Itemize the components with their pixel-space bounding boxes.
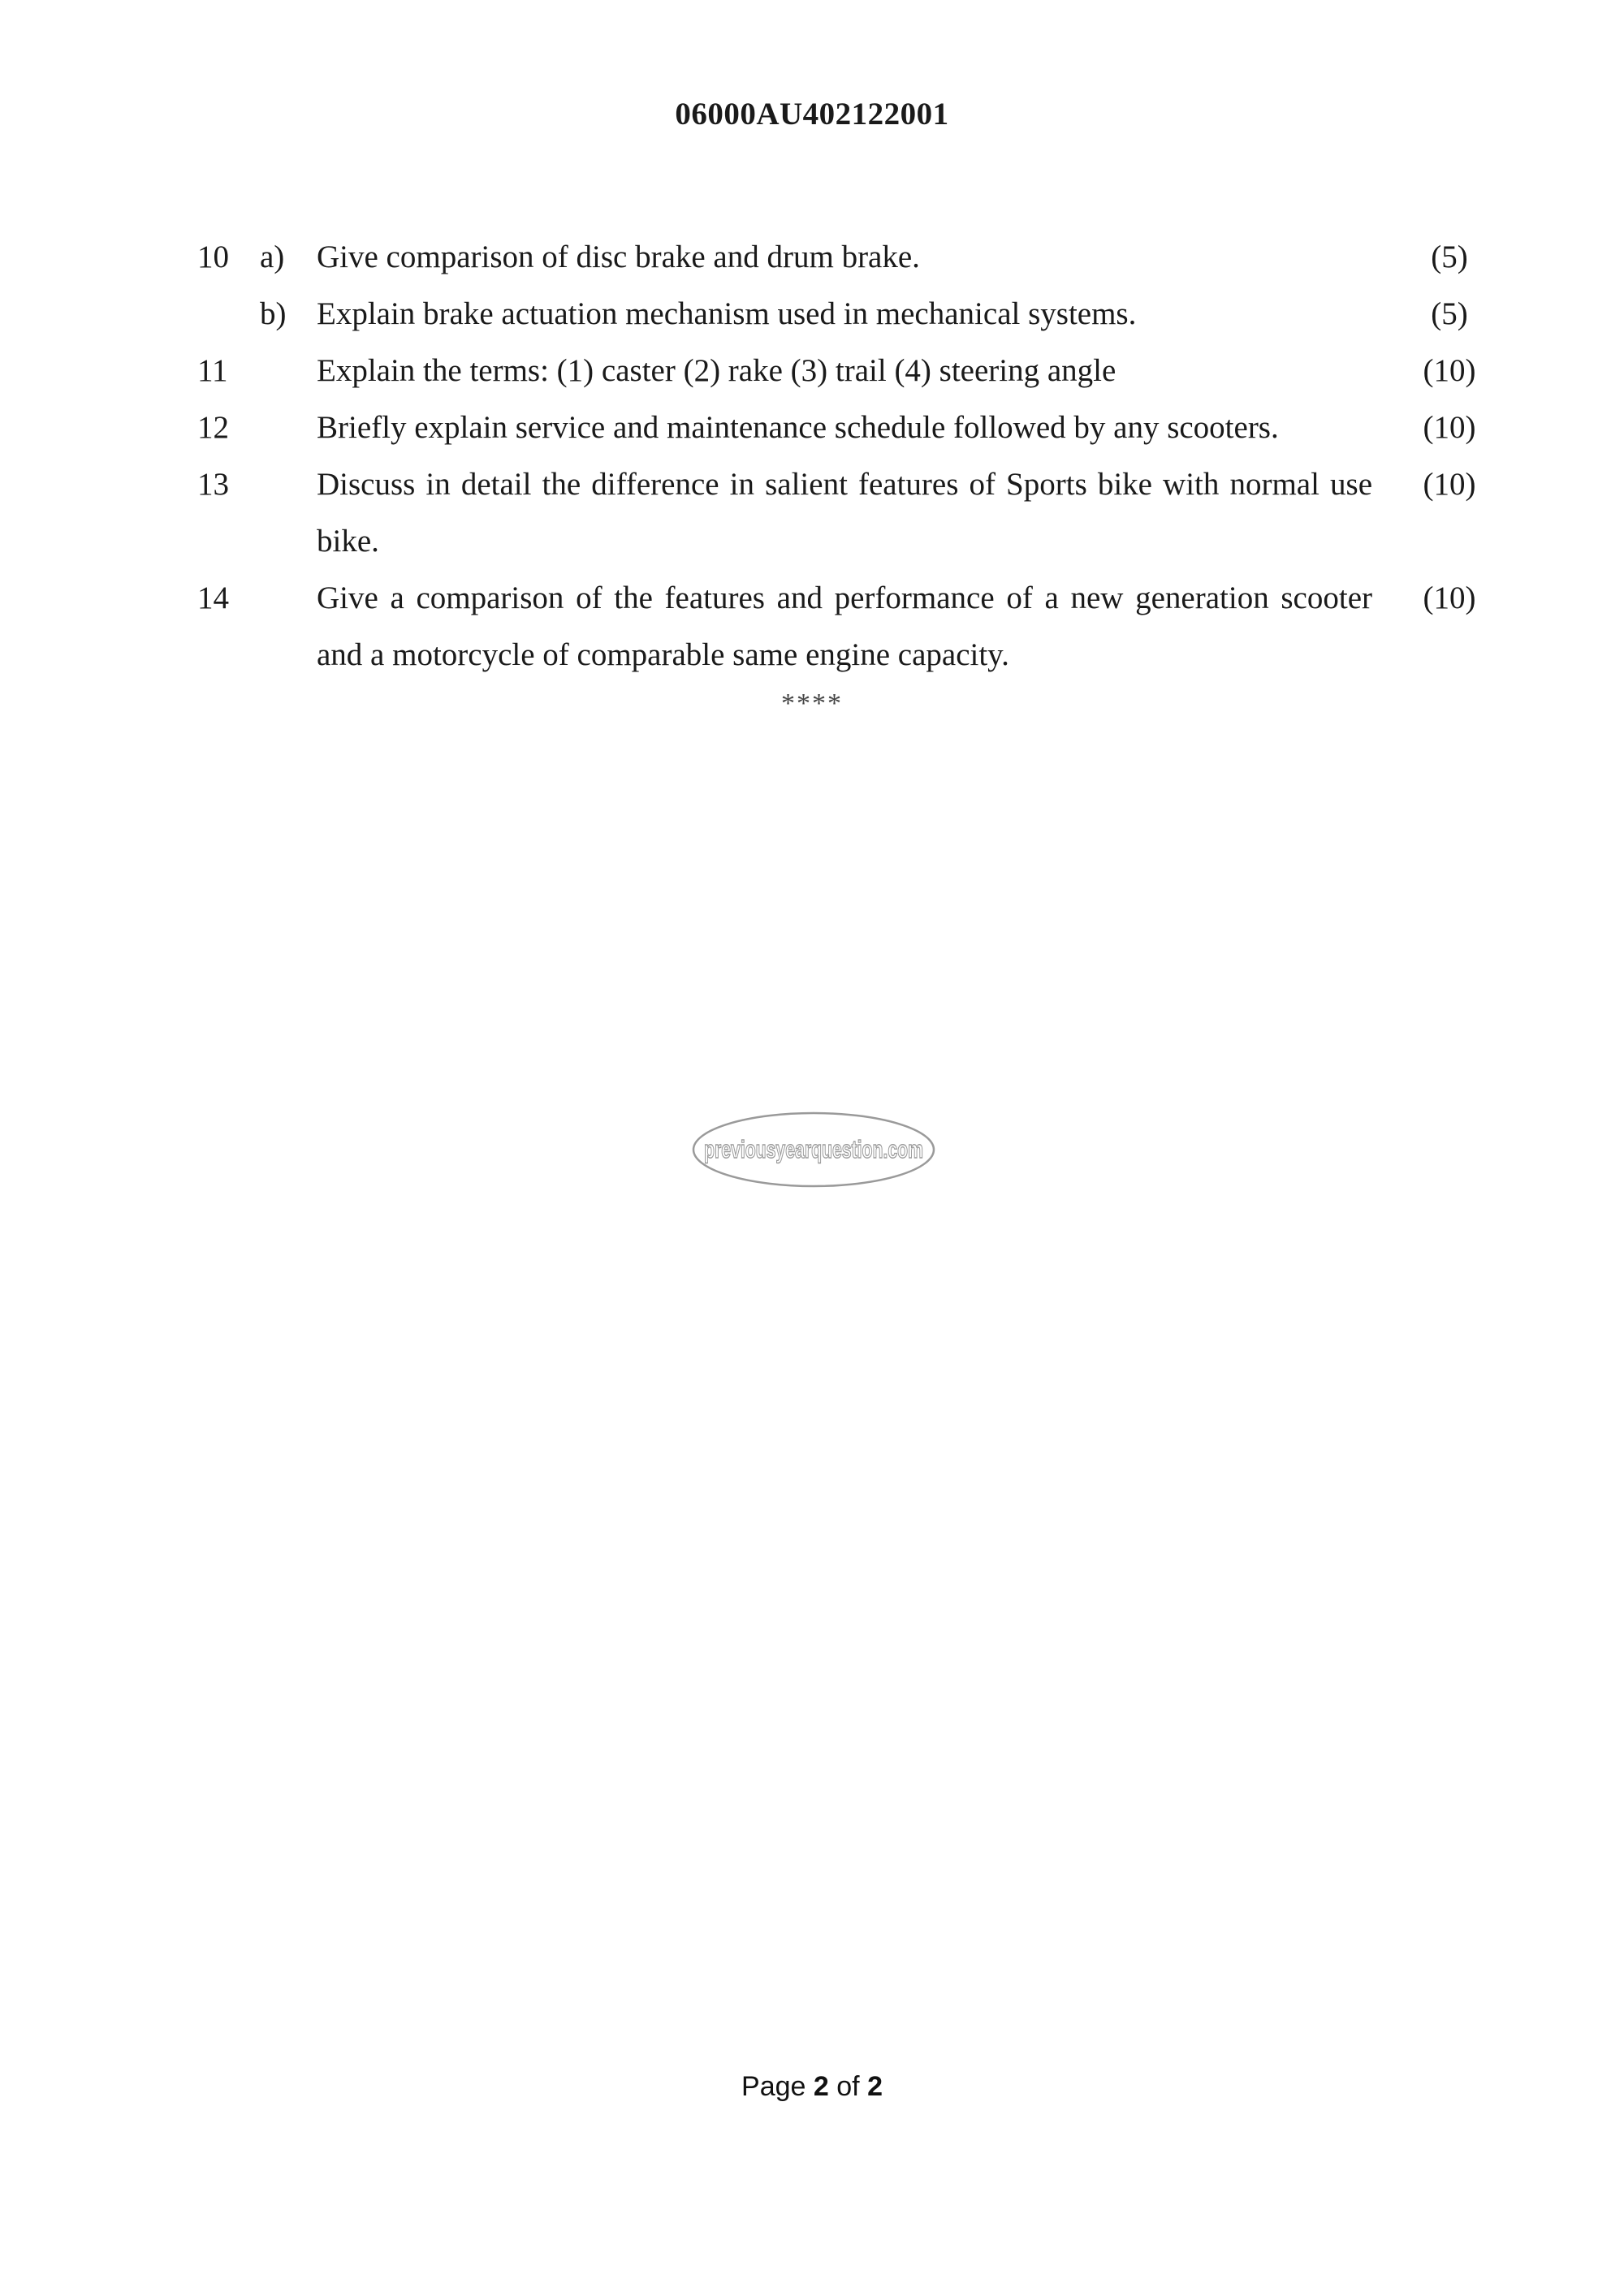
total-page-number: 2 bbox=[867, 2071, 883, 2102]
current-page-number: 2 bbox=[813, 2071, 829, 2102]
watermark-text: previousyearquestion.com bbox=[704, 1135, 923, 1163]
question-number: 12 bbox=[197, 410, 229, 445]
question-text: Give comparison of disc brake and drum brake. bbox=[317, 240, 920, 274]
end-of-paper-mark: **** bbox=[781, 688, 843, 719]
question-text: Briefly explain service and maintenance schedule followed by any scooters. bbox=[317, 410, 1279, 445]
question-number: 13 bbox=[197, 467, 229, 502]
question-row bbox=[0, 229, 1624, 286]
question-text: Explain brake actuation mechanism used in mechanical systems. bbox=[317, 296, 1137, 331]
question-marks: (5) bbox=[1431, 240, 1468, 274]
question-text: Give a comparison of the features and performance of a new generation scooter and a motorcycle of comparable same engine capacity. bbox=[317, 580, 1372, 672]
question-sub-label: b) bbox=[260, 296, 287, 331]
question-row bbox=[0, 456, 1624, 570]
question-list bbox=[0, 229, 1624, 684]
question-text: Explain the terms: (1) caster (2) rake (3) trail (4) steering angle bbox=[317, 353, 1116, 388]
paper-code: 06000AU402122001 bbox=[675, 97, 949, 132]
page-number-footer bbox=[0, 2071, 1624, 2103]
question-row bbox=[0, 343, 1624, 399]
of-word: of bbox=[836, 2071, 860, 2102]
question-text: Discuss in detail the difference in salient features of Sports bike with normal use bike. bbox=[317, 467, 1372, 559]
question-number: 11 bbox=[197, 353, 228, 388]
question-row bbox=[0, 286, 1624, 343]
watermark-logo bbox=[692, 1109, 935, 1190]
question-row bbox=[0, 399, 1624, 456]
question-number: 14 bbox=[197, 580, 229, 615]
page-word: Page bbox=[741, 2071, 806, 2102]
question-marks: (10) bbox=[1423, 353, 1476, 388]
question-marks: (10) bbox=[1423, 467, 1476, 502]
question-sub-label: a) bbox=[260, 240, 285, 274]
question-number: 10 bbox=[197, 240, 229, 274]
question-marks: (10) bbox=[1423, 580, 1476, 615]
question-marks: (5) bbox=[1431, 296, 1468, 331]
question-row bbox=[0, 570, 1624, 684]
question-marks: (10) bbox=[1423, 410, 1476, 445]
